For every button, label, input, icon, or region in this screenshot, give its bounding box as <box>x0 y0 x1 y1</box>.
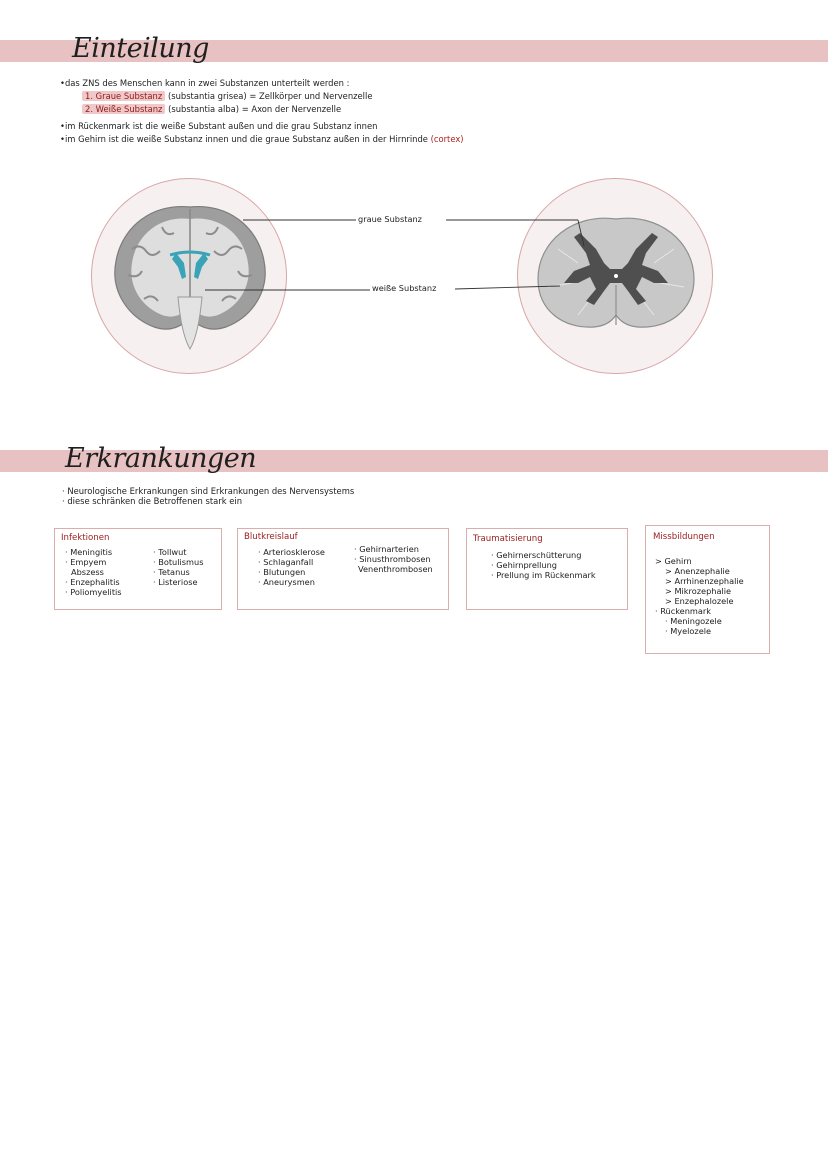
label-grey-matter: graue Substanz <box>358 214 422 224</box>
missbildungen-col-1 <box>655 556 744 636</box>
spinal-cord-cross-section-illustration <box>518 179 714 375</box>
section-title-einteilung: Einteilung <box>72 33 209 64</box>
list-item: · Sinusthrombosen <box>354 554 431 564</box>
list-item: · Meningitis <box>65 547 113 557</box>
list-item: · Myelozele <box>665 626 712 636</box>
spinal-cord-circle <box>517 178 713 374</box>
list-item: · Aneurysmen <box>258 577 315 587</box>
cortex-term: (cortex) <box>430 134 464 144</box>
list-item: · Listeriose <box>153 577 198 587</box>
brain-line-text: •im Gehirn ist die weiße Substanz innen und die graue Substanz außen in der Hirnrinde <box>60 134 428 144</box>
infektionen-col-1 <box>65 547 122 597</box>
box-title-missbildungen: Missbildungen <box>653 532 715 542</box>
list-item: Venenthrombosen <box>358 564 433 574</box>
list-item: · Meningozele <box>665 616 722 626</box>
list-item: · Gehirnarterien <box>354 544 419 554</box>
grey-matter-text: (substantia grisea) = Zellkörper und Nervenzelle <box>167 91 373 101</box>
list-item: > Gehirn <box>655 556 692 566</box>
blutkreislauf-col-2 <box>354 544 433 574</box>
box-missbildungen <box>645 525 770 654</box>
list-item: · Gehirnprellung <box>491 560 558 570</box>
list-item: · Tetanus <box>153 567 190 577</box>
blutkreislauf-col-1 <box>258 547 325 587</box>
box-title-traumatisierung: Traumatisierung <box>473 534 543 544</box>
list-item: Abszess <box>71 567 104 577</box>
list-item: · Rückenmark <box>655 606 711 616</box>
white-matter-tag: 2. Weiße Substanz <box>82 104 165 114</box>
spinal-cord-line: •im Rückenmark ist die weiße Substant außen und die grau Substanz innen <box>60 121 378 131</box>
list-item: · Poliomyelitis <box>65 587 122 597</box>
grey-matter-line <box>60 91 373 102</box>
list-item: > Mikrozephalie <box>665 586 732 596</box>
list-item: · Botulismus <box>153 557 204 567</box>
erkrankungen-line-2: · diese schränken die Betroffenen stark ein <box>62 496 243 506</box>
infektionen-col-2 <box>153 547 203 587</box>
box-title-infektionen: Infektionen <box>61 533 110 543</box>
list-item: · Blutungen <box>258 567 306 577</box>
box-title-blutkreislauf: Blutkreislauf <box>244 532 298 542</box>
list-item: · Prellung im Rückenmark <box>491 570 596 580</box>
erkrankungen-line-1: · Neurologische Erkrankungen sind Erkrankungen des Nervensystems <box>62 486 355 496</box>
label-white-matter: weiße Substanz <box>372 283 437 293</box>
list-item: · Gehirnerschütterung <box>491 550 582 560</box>
intro-line: •das ZNS des Menschen kann in zwei Substanzen unterteilt werden : <box>60 78 350 88</box>
list-item: · Schlaganfall <box>258 557 314 567</box>
section-title-erkrankungen: Erkrankungen <box>65 443 257 474</box>
list-item: · Arteriosklerose <box>258 547 325 557</box>
list-item: · Empyem <box>65 557 107 567</box>
white-matter-text: (substantia alba) = Axon der Nervenzelle <box>168 104 342 114</box>
list-item: · Tollwut <box>153 547 187 557</box>
list-item: · Enzephalitis <box>65 577 120 587</box>
brain-circle <box>91 178 287 374</box>
box-traumatisierung <box>466 528 628 610</box>
grey-matter-tag: 1. Graue Substanz <box>82 91 165 101</box>
list-item: > Enzephalozele <box>665 596 734 606</box>
list-item: > Anenzephalie <box>665 566 730 576</box>
box-infektionen <box>54 528 222 610</box>
box-blutkreislauf <box>237 528 449 610</box>
list-item: > Arrhinenzephalie <box>665 576 744 586</box>
brain-cross-section-illustration <box>92 179 288 375</box>
white-matter-line <box>60 104 341 115</box>
traumatisierung-col-1 <box>491 550 596 580</box>
brain-line <box>60 134 464 145</box>
